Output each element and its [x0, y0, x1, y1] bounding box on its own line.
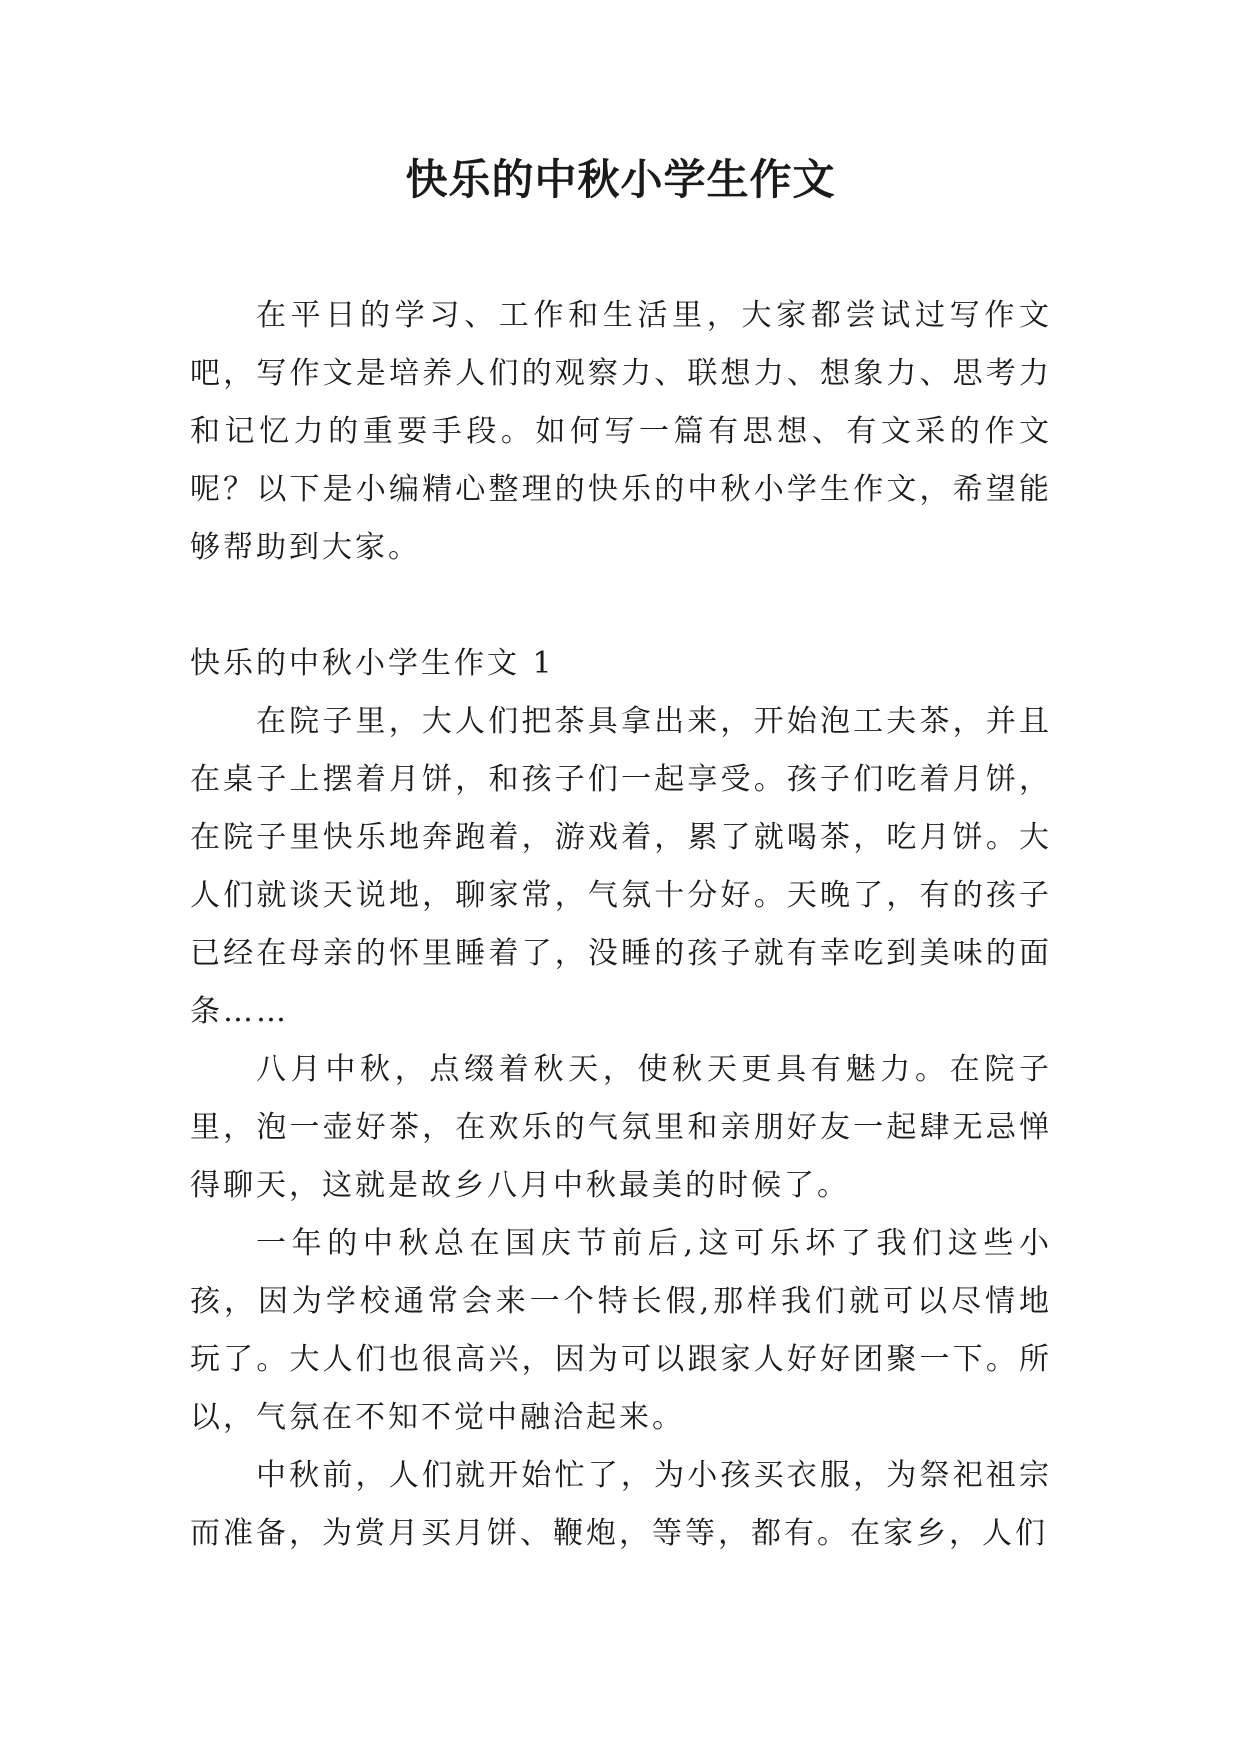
body-paragraph-2: 八月中秋，点缀着秋天，使秋天更具有魅力。在院子里，泡一壶好茶，在欢乐的气氛里和亲朋好友一起肆无忌惮得聊天，这就是故乡八月中秋最美的时候了。 [190, 1052, 1052, 1203]
body-paragraph-4: 中秋前，人们就开始忙了，为小孩买衣服，为祭祀祖宗而准备，为赏月买月饼、鞭炮，等等，都有。在家乡，人们 [190, 1458, 1052, 1551]
body-paragraph-3: 一年的中秋总在国庆节前后,这可乐坏了我们这些小孩，因为学校通常会来一个特长假,那样我们就可以尽情地玩了。大人们也很高兴，因为可以跟家人好好团聚一下。所以，气氛在不知不觉中融洽起来。 [190, 1226, 1052, 1435]
document-body [190, 287, 1052, 1563]
spacer [190, 577, 1052, 635]
section-heading: 快乐的中秋小学生作文 1 [190, 646, 555, 681]
body-paragraph-1: 在院子里，大人们把茶具拿出来，开始泡工夫茶，并且在桌子上摆着月饼，和孩子们一起享受。孩子们吃着月饼，在院子里快乐地奔跑着，游戏着，累了就喝茶，吃月饼。大人们就谈天说地，聊家常，气氛十分好。天晚了，有的孩子已经在母亲的怀里睡着了，没睡的孩子就有幸吃到美味的面条…… [190, 704, 1052, 1029]
intro-paragraph: 在平日的学习、工作和生活里，大家都尝试过写作文吧，写作文是培养人们的观察力、联想力、想象力、思考力和记忆力的重要手段。如何写一篇有思想、有文采的作文呢？以下是小编精心整理的快乐的中秋小学生作文，希望能够帮助到大家。 [190, 298, 1052, 565]
document-title: 快乐的中秋小学生作文 [405, 155, 836, 204]
